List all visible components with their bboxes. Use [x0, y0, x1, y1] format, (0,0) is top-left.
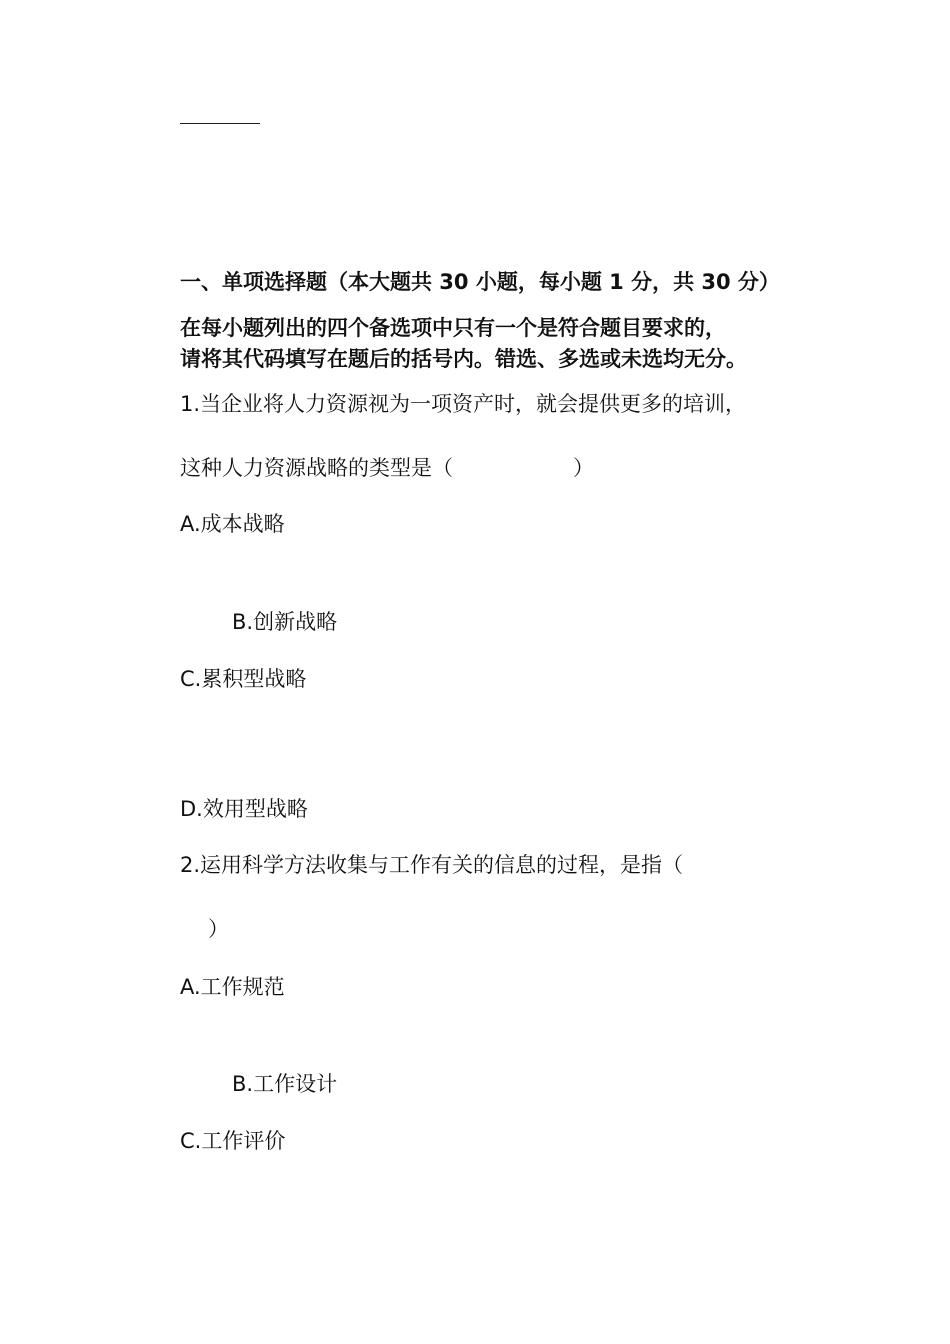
question-1-option-c: C.累积型战略: [180, 667, 307, 691]
question-1-stem-line-2: [180, 454, 594, 482]
question-1-option-d: D.效用型战略: [180, 797, 308, 821]
question-1-option-b: B.创新战略: [232, 610, 338, 634]
header-rule: [180, 123, 260, 124]
question-1-stem-line-1: 1.当企业将人力资源视为一项资产时，就会提供更多的培训，: [180, 392, 747, 416]
question-2-close-paren: ）: [208, 917, 229, 941]
question-1-stem-text: 这种人力资源战略的类型是（: [180, 456, 453, 480]
question-1-close-paren: ）: [573, 456, 594, 480]
question-2-option-a: A.工作规范: [180, 975, 285, 999]
instruction-line-2: 请将其代码填写在题后的括号内。错选、多选或未选均无分。: [180, 347, 747, 371]
question-1-option-a: A.成本战略: [180, 512, 285, 536]
question-2-option-c: C.工作评价: [180, 1129, 286, 1153]
instruction-line-1: 在每小题列出的四个备选项中只有一个是符合题目要求的，: [180, 316, 726, 340]
section-heading: 一、单项选择题（本大题共 30 小题，每小题 1 分，共 30 分）: [180, 270, 780, 294]
question-2-stem-line-1: 2.运用科学方法收集与工作有关的信息的过程，是指（: [180, 853, 684, 877]
question-2-option-b: B.工作设计: [232, 1072, 338, 1096]
